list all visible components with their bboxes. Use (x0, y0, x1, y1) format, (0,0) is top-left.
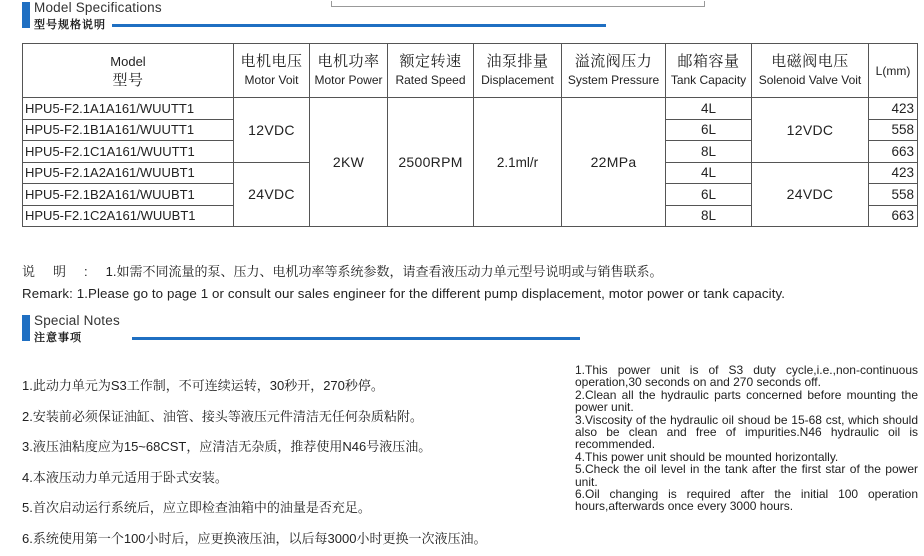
notes-en-list (575, 364, 918, 513)
notes-title-cn: 注意事项 (34, 332, 82, 344)
cell-model: HPU5-F2.1C2A161/WUUBT1 (23, 205, 234, 227)
notes-cn-list (22, 375, 562, 556)
table-header-row (23, 44, 918, 98)
spec-table (22, 43, 918, 227)
cell-tank: 8L (666, 205, 752, 227)
cell-displacement: 2.1ml/r (474, 98, 562, 227)
cell-solenoid-voltage: 12VDC (752, 98, 869, 163)
cell-model: HPU5-F2.1A1A161/WUUTT1 (23, 98, 234, 120)
header-motor-voltage: 电机电压 Motor Voit (234, 44, 310, 98)
cell-system-pressure: 22MPa (562, 98, 666, 227)
remark-cn-lead: 说明: (22, 264, 106, 279)
list-item: 6.Oil changing is required after the initial 100 operation hours,afterwards once every 3000 hours. (575, 487, 918, 514)
cell-model: HPU5-F2.1A2A161/WUUBT1 (23, 162, 234, 184)
cell-solenoid-voltage: 24VDC (752, 162, 869, 227)
header-length: L(mm) (869, 44, 918, 98)
cell-motor-power: 2KW (310, 98, 388, 227)
notes-title-en: Special Notes (34, 313, 120, 328)
remark-cn (22, 261, 662, 280)
spec-title-underline (112, 24, 606, 27)
header-solenoid-voltage: 电磁阀电压 Solenoid Valve Voit (752, 44, 869, 98)
cell-motor-voltage: 24VDC (234, 162, 310, 227)
list-item: 2.Clean all the hydraulic parts concerned before mounting the power unit. (575, 387, 918, 415)
list-item: 2.安装前必须保证油缸、油管、接头等液压元件清洁无任何杂质粘附。 (22, 408, 423, 424)
cell-tank: 4L (666, 162, 752, 184)
cell-model: HPU5-F2.1C1A161/WUUTT1 (23, 141, 234, 163)
header-rated-speed: 额定转速 Rated Speed (388, 44, 474, 98)
list-item: 4.This power unit should be mounted horizontally. (575, 449, 839, 464)
spec-title-en: Model Specifications (34, 0, 162, 15)
list-item: 6.系统使用第一个100小时后，应更换液压油，以后每3000小时更换一次液压油。 (22, 530, 487, 546)
cell-tank: 6L (666, 184, 752, 206)
list-item: 5.Check the oil level in the tank after the first star of the power unit. (575, 462, 918, 489)
list-item: 5.首次启动运行系统后，应立即检查油箱中的油量是否充足。 (22, 500, 371, 516)
cell-length: 423 (869, 162, 918, 184)
cell-tank: 4L (666, 98, 752, 120)
cell-tank: 8L (666, 141, 752, 163)
section-bar-icon (22, 2, 30, 28)
list-item: 3.Viscosity of the hydraulic oil shoud be 15-68 cst, which should also be clean and free of impurities.N46 hydraulic oil is recommended. (575, 412, 918, 452)
header-motor-power: 电机功率 Motor Power (310, 44, 388, 98)
list-item: 3.液压油粘度应为15~68CST，应清洁无杂质，推荐使用N46号液压油。 (22, 439, 432, 455)
table-row (23, 98, 918, 120)
cell-length: 663 (869, 141, 918, 163)
list-item: 4.本液压动力单元适用于卧式安装。 (22, 469, 228, 485)
cell-tank: 6L (666, 119, 752, 141)
list-item: 1.This power unit is of S3 duty cycle,i.e.,non-continuous operation,30 seconds on and 270 seconds off. (575, 363, 918, 390)
remark-cn-text: 1.如需不同流量的泵、压力、电机功率等系统参数，请查看液压动力单元型号说明或与销售联系。 (105, 264, 663, 279)
cell-model: HPU5-F2.1B1A161/WUUTT1 (23, 119, 234, 141)
remark-en: Remark: 1.Please go to page 1 or consult our sales engineer for the different pump displacement, motor power or tank capacity. (22, 286, 786, 301)
header-system-pressure: 溢流阀压力 System Pressure (562, 44, 666, 98)
cell-rated-speed: 2500RPM (388, 98, 474, 227)
top-dimension-rule (331, 6, 705, 7)
header-displacement: 油泵排量 Displacement (474, 44, 562, 98)
section-bar-icon (22, 315, 30, 341)
cell-model: HPU5-F2.1B2A161/WUUBT1 (23, 184, 234, 206)
header-model: Model 型号 (23, 44, 234, 98)
cell-motor-voltage: 12VDC (234, 98, 310, 163)
header-tank-capacity: 邮箱容量 Tank Capacity (666, 44, 752, 98)
cell-length: 558 (869, 119, 918, 141)
cell-length: 558 (869, 184, 918, 206)
spec-title-cn: 型号规格说明 (34, 19, 106, 31)
cell-length: 423 (869, 98, 918, 120)
notes-title-underline (132, 337, 580, 340)
cell-length: 663 (869, 205, 918, 227)
list-item: 1.此动力单元为S3工作制，不可连续运转，30秒开，270秒停。 (22, 378, 384, 393)
